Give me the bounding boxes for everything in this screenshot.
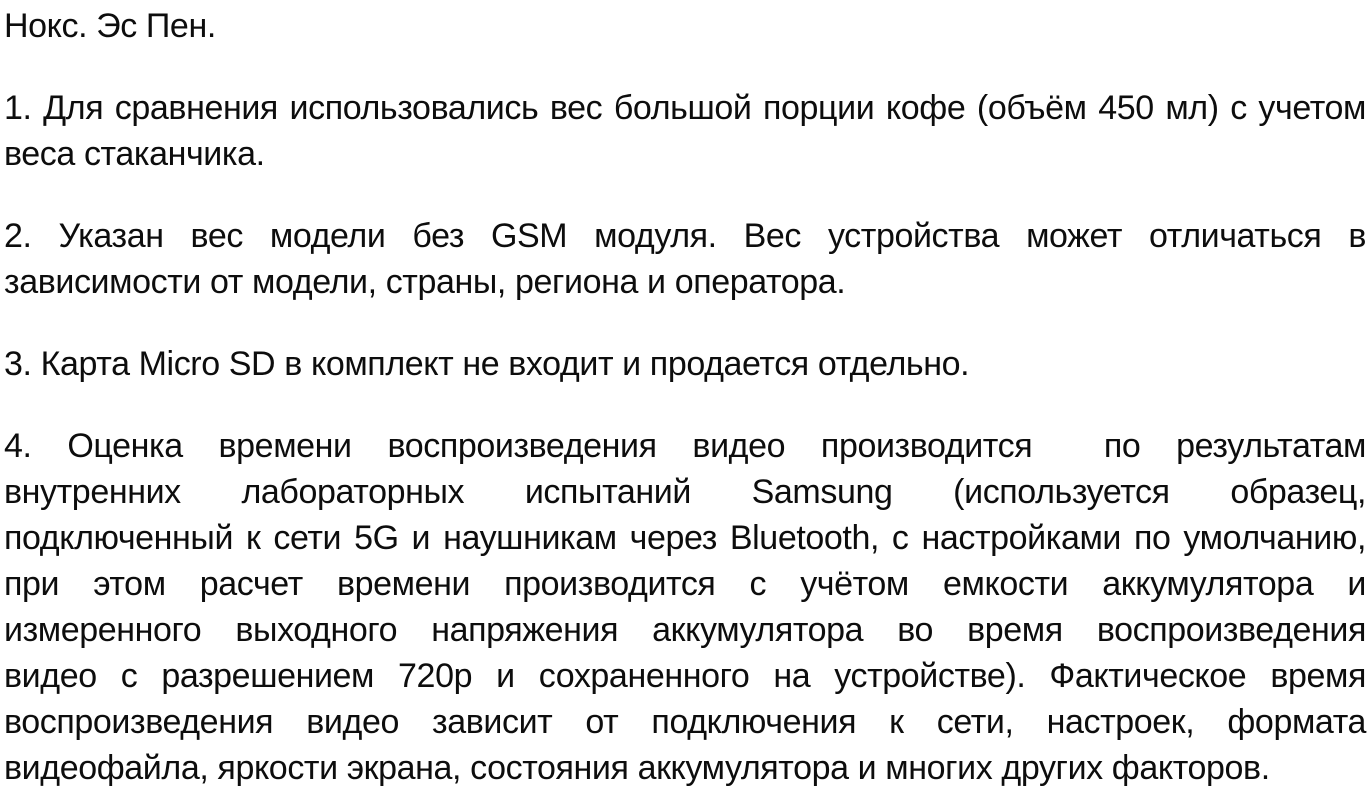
footnotes-document xyxy=(4,3,1366,791)
heading-text: Нокс. Эс Пен. xyxy=(4,7,216,45)
text-line: воспроизведения видео зависит от подключения к сети, настроек, формата xyxy=(4,703,1366,741)
footnote-2 xyxy=(4,213,1366,305)
text-line: 4. Оценка времени воспроизведения видео производится по результатам xyxy=(4,427,1366,465)
text-line: 2. Указан вес модели без GSM модуля. Вес устройства может отличаться в xyxy=(4,217,1366,255)
text-line: 3. Карта Micro SD в комплект не входит и продается отдельно. xyxy=(4,345,970,383)
text-line: видеофайла, яркости экрана, состояния аккумулятора и многих других факторов. xyxy=(4,749,1270,787)
text-line: видео с разрешением 720p и сохраненного на устройстве). Фактическое время xyxy=(4,657,1366,695)
text-line: подключенный к сети 5G и наушникам через Bluetooth, с настройками по умолчанию, xyxy=(4,519,1366,557)
footnote-3 xyxy=(4,341,1366,387)
text-line: внутренних лабораторных испытаний Samsung (используется образец, xyxy=(4,473,1366,511)
text-line: при этом расчет времени производится с учётом емкости аккумулятора и xyxy=(4,565,1366,603)
text-line: веса стаканчика. xyxy=(4,135,265,173)
text-line: измеренного выходного напряжения аккумулятора во время воспроизведения xyxy=(4,611,1366,649)
text-line: зависимости от модели, страны, региона и оператора. xyxy=(4,263,846,301)
text-line: 1. Для сравнения использовались вес большой порции кофе (объём 450 мл) с учетом xyxy=(4,89,1366,127)
footnote-1 xyxy=(4,85,1366,177)
footnote-4 xyxy=(4,423,1366,791)
